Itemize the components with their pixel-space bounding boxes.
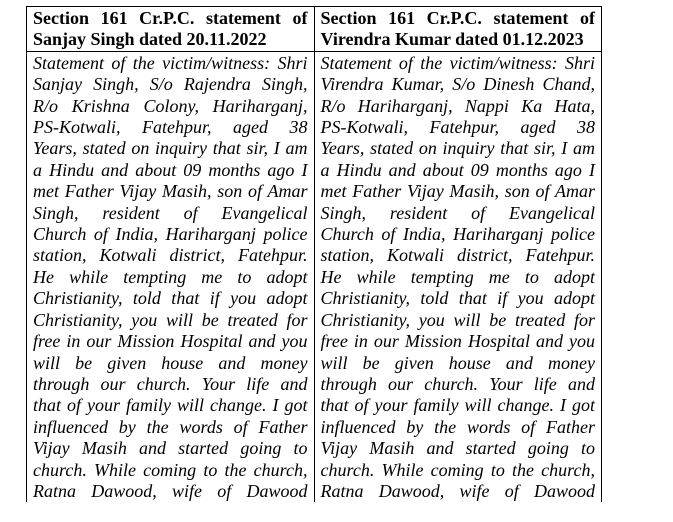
statement-text-line: station, Kotwali district, Fatehpur. bbox=[320, 245, 595, 266]
statement-cell-virendra-kumar bbox=[314, 51, 602, 502]
statement-text-line: Singh, resident of Evangelical bbox=[320, 202, 595, 223]
statement-text-line: Ratna Dawood, wife of Dawood bbox=[33, 480, 308, 501]
statement-text-line: Christianity, told that if you adopt bbox=[33, 288, 308, 309]
header-text-line: Section 161 Cr.P.C. statement of bbox=[33, 8, 308, 28]
statement-text-line: Singh, resident of Evangelical bbox=[33, 202, 308, 223]
header-text-line: Sanjay Singh dated 20.11.2022 bbox=[33, 29, 267, 50]
statement-text-line: through our church. Your life and bbox=[320, 373, 595, 394]
header-text-line: Virendra Kumar dated 01.12.2023 bbox=[320, 29, 584, 50]
statement-text-line: PS-Kotwali, Fatehpur, aged 38 bbox=[33, 117, 308, 138]
statement-text-line: Statement of the victim/witness: Shri bbox=[320, 52, 595, 73]
statement-text-line: Years, stated on inquiry that sir, I am bbox=[33, 138, 308, 159]
table-header-row bbox=[27, 7, 602, 52]
statement-text-line: Virendra Kumar, S/o Dinesh Chand, bbox=[320, 74, 595, 95]
statement-text-line: Church of India, Hariharganj police bbox=[320, 224, 595, 245]
statement-text-line: Sanjay Singh, S/o Rajendra Singh, bbox=[33, 74, 308, 95]
statement-text-line: Church of India, Hariharganj police bbox=[33, 224, 308, 245]
statement-comparison-table bbox=[26, 6, 602, 502]
statement-text-line: Statement of the victim/witness: Shri bbox=[33, 52, 308, 73]
statement-text-line: met Father Vijay Masih, son of Amar bbox=[33, 181, 308, 202]
statement-text-line: Christianity, you will be treated for bbox=[320, 309, 595, 330]
statement-text-line: R/o Krishna Colony, Hariharganj, bbox=[33, 95, 308, 116]
statement-text-line: station, Kotwali district, Fatehpur. bbox=[33, 245, 308, 266]
statement-text-line: Vijay Masih and started going to bbox=[33, 438, 308, 459]
statement-text-line: will be given house and money bbox=[33, 352, 308, 373]
header-text-line: Section 161 Cr.P.C. statement of bbox=[320, 8, 595, 28]
header-cell-sanjay-singh bbox=[27, 7, 315, 52]
statement-text-line: Years, stated on inquiry that sir, I am bbox=[320, 138, 595, 159]
statement-text-line: R/o Hariharganj, Nappi Ka Hata, bbox=[320, 95, 595, 116]
statement-text-line: Vijay Masih and started going to bbox=[320, 438, 595, 459]
statement-text-line: He while tempting me to adopt bbox=[33, 266, 308, 287]
statement-text-line: influenced by the words of Father bbox=[33, 416, 308, 437]
statement-text-line: PS-Kotwali, Fatehpur, aged 38 bbox=[320, 117, 595, 138]
table-body-row bbox=[27, 51, 602, 502]
statement-text-line: that of your family will change. I got bbox=[320, 395, 595, 416]
statement-text-line: Christianity, told that if you adopt bbox=[320, 288, 595, 309]
statement-text-line: met Father Vijay Masih, son of Amar bbox=[320, 181, 595, 202]
statement-text-line: that of your family will change. I got bbox=[33, 395, 308, 416]
statement-text-line: church. While coming to the church, bbox=[33, 459, 308, 480]
statement-text-line: Christianity, you will be treated for bbox=[33, 309, 308, 330]
statement-text-line: free in our Mission Hospital and you bbox=[33, 331, 308, 352]
statement-cell-sanjay-singh bbox=[27, 51, 315, 502]
statement-text-line: a Hindu and about 09 months ago I bbox=[33, 159, 308, 180]
statement-text-line: church. While coming to the church, bbox=[320, 459, 595, 480]
header-cell-virendra-kumar bbox=[314, 7, 602, 52]
statement-text-line: He while tempting me to adopt bbox=[320, 266, 595, 287]
statement-text-line: will be given house and money bbox=[320, 352, 595, 373]
statement-text-line: Ratna Dawood, wife of Dawood bbox=[320, 480, 595, 501]
statement-text-line: free in our Mission Hospital and you bbox=[320, 331, 595, 352]
statement-text-line: influenced by the words of Father bbox=[320, 416, 595, 437]
statement-text-line: through our church. Your life and bbox=[33, 373, 308, 394]
statement-text-line: a Hindu and about 09 months ago I bbox=[320, 159, 595, 180]
